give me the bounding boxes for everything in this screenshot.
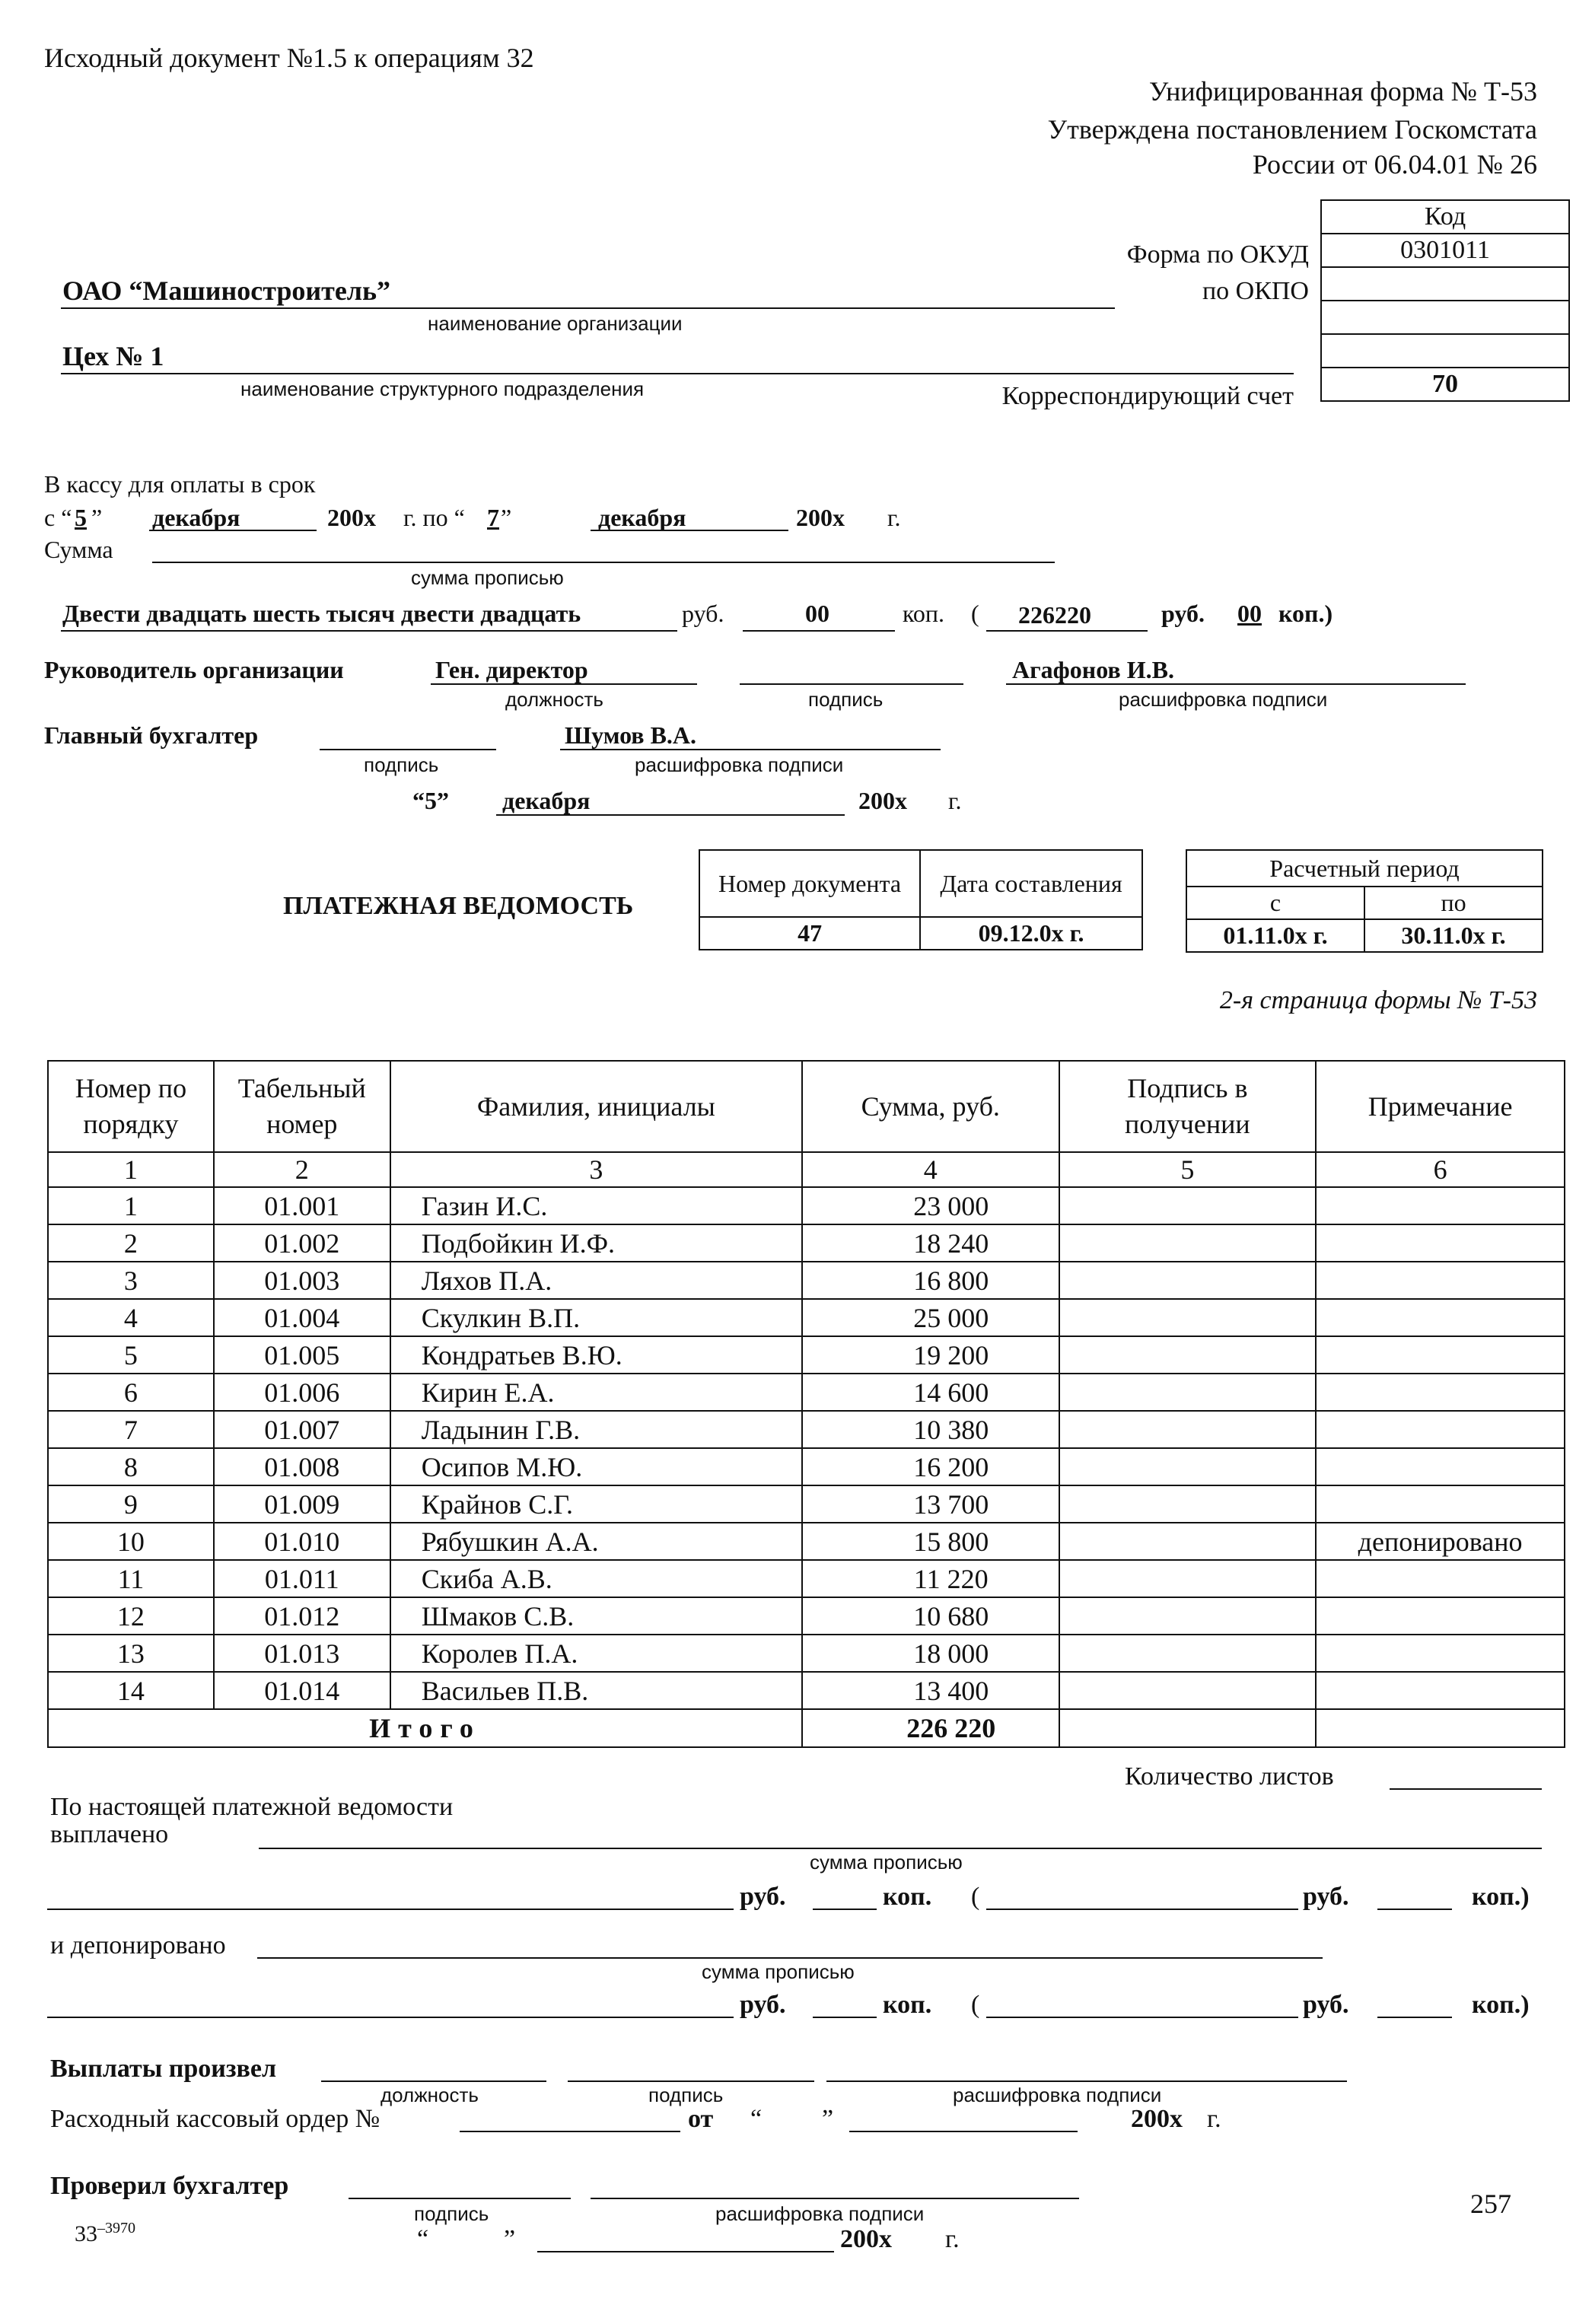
amount-words-line [61,630,677,632]
print-code [75,2221,135,2246]
payments-label: Выплаты произвел [50,2055,277,2083]
cell-signature [1059,1597,1317,1635]
table-row [48,1336,1565,1374]
okpo-extra [1321,301,1569,334]
cell-number: 8 [48,1448,214,1485]
director-position-caption: должность [505,688,603,711]
cell-note [1316,1560,1565,1597]
corr-account-label: Корреспондирующий счет [1001,382,1294,410]
print-code-main: 33 [75,2221,97,2246]
from-month-line [149,530,317,531]
cell-note [1316,1336,1565,1374]
col-number-2: 2 [214,1152,390,1187]
cell-signature [1059,1411,1317,1448]
cell-number: 3 [48,1262,214,1299]
cell-signature [1059,1448,1317,1485]
blank-row [1321,334,1569,368]
from-quote: ” [91,504,103,531]
paid-line2: выплачено [50,1820,169,1848]
table-row [48,1299,1565,1336]
kod-label: Код [1321,200,1569,234]
cell-name: Ладынин Г.В. [390,1411,802,1448]
header-number: Номер по порядку [48,1061,214,1152]
cell-tab-number: 01.014 [214,1672,390,1709]
cell-sum: 23 000 [802,1187,1059,1224]
period-to: 30.11.0х г. [1364,919,1543,952]
corr-account-value: 70 [1321,368,1569,401]
organization-line [61,307,1115,309]
deposited-words-line2 [47,2017,734,2018]
cell-note [1316,1448,1565,1485]
cash-order-number-line [460,2131,680,2132]
amount-paren: ( [971,600,979,627]
cell-note [1316,1485,1565,1523]
total-note [1316,1709,1565,1747]
director-name: Агафонов И.В. [1012,656,1174,683]
cell-signature [1059,1336,1317,1374]
col-number-1: 1 [48,1152,214,1187]
payments-name-caption: расшифровка подписи [953,2084,1162,2106]
accountant-signature-caption: подпись [364,753,439,776]
cell-number: 14 [48,1672,214,1709]
total-signature [1059,1709,1317,1747]
col-number-4: 4 [802,1152,1059,1187]
cell-sum: 16 200 [802,1448,1059,1485]
amount-rub: руб. [682,600,724,627]
table-row [48,1485,1565,1523]
cell-note [1316,1224,1565,1262]
director-position: Ген. директор [435,656,588,683]
accountant-name-caption: расшифровка подписи [635,753,844,776]
paid-rub: руб. [740,1883,786,1911]
doc-info-table [699,849,1143,950]
table-row [48,1448,1565,1485]
director-signature-caption: подпись [808,688,884,711]
cell-signature [1059,1672,1317,1709]
payments-signature-line [568,2080,814,2082]
page-title: ПЛАТЕЖНАЯ ВЕДОМОСТЬ [283,892,634,920]
accountant-signature-line [320,749,496,750]
cell-name: Кирин Е.А. [390,1374,802,1411]
form-header-line3: России от 06.04.01 № 26 [1252,149,1537,180]
checked-signature-caption: подпись [414,2202,489,2225]
deposited-words-caption: сумма прописью [702,1960,855,1983]
paid-words-caption: сумма прописью [810,1851,963,1874]
page-number: 257 [1470,2189,1511,2219]
cell-tab-number: 01.005 [214,1336,390,1374]
doc-number: 47 [699,917,920,950]
amount-kop2-value: 00 [1237,600,1262,627]
column-numbers-row [48,1152,1565,1187]
cell-tab-number: 01.003 [214,1262,390,1299]
page-note: 2-я страница формы № Т-53 [1219,986,1537,1014]
cell-note [1316,1411,1565,1448]
cell-note [1316,1262,1565,1299]
deposited-kop2-line [1377,2017,1452,2018]
cell-name: Ляхов П.А. [390,1262,802,1299]
cash-order-label: Расходный кассовый ордер № [50,2105,380,2133]
checked-date-line [537,2251,834,2252]
organization-caption: наименование организации [428,312,683,335]
deposited-kop: коп. [883,1991,932,2019]
cell-note [1316,1672,1565,1709]
cell-note [1316,1299,1565,1336]
period-table [1186,849,1543,953]
table-row [48,1374,1565,1411]
doc-date: 09.12.0х г. [920,917,1142,950]
payments-position-caption: должность [380,2084,479,2106]
cell-name: Газин И.С. [390,1187,802,1224]
cell-number: 12 [48,1597,214,1635]
amount-digits: 226220 [1018,601,1091,629]
paid-rub2: руб. [1303,1883,1349,1911]
period-to-label: по [1364,887,1543,919]
accountant-date-g: г. [948,787,962,814]
cash-order-quote-open: “ [750,2105,763,2133]
cell-sum: 13 400 [802,1672,1059,1709]
cell-signature [1059,1224,1317,1262]
cell-signature [1059,1560,1317,1597]
cell-tab-number: 01.011 [214,1560,390,1597]
director-name-caption: расшифровка подписи [1119,688,1328,711]
checked-year: 200х [840,2225,892,2253]
cell-signature [1059,1299,1317,1336]
cell-name: Шмаков С.В. [390,1597,802,1635]
checked-name-caption: расшифровка подписи [715,2202,925,2225]
to-year: 200х [796,504,845,531]
cell-number: 1 [48,1187,214,1224]
amount-caption: сумма прописью [411,566,564,589]
paid-words-line2 [47,1909,734,1910]
table-header-row [48,1061,1565,1152]
table-row [48,1224,1565,1262]
cell-note [1316,1187,1565,1224]
cell-sum: 15 800 [802,1523,1059,1560]
period-from-label: с [1186,887,1364,919]
cell-sum: 13 700 [802,1485,1059,1523]
cell-tab-number: 01.009 [214,1485,390,1523]
paid-words-line [259,1848,1542,1849]
col-number-3: 3 [390,1152,802,1187]
deposited-label: и депонировано [50,1931,226,1959]
header-sum: Сумма, руб. [802,1061,1059,1152]
cell-tab-number: 01.006 [214,1374,390,1411]
checked-quote-open: “ [417,2225,429,2253]
cell-note [1316,1597,1565,1635]
sheets-label: Количество листов [1125,1762,1334,1791]
sheets-line [1390,1788,1542,1790]
paid-kop2-line [1377,1909,1452,1910]
cell-name: Скиба А.В. [390,1560,802,1597]
director-position-line [431,683,697,685]
cell-signature [1059,1485,1317,1523]
okud-label: Форма по ОКУД [1126,240,1309,269]
cell-number: 5 [48,1336,214,1374]
deposited-digits-line [986,2017,1298,2018]
accountant-date-line [496,814,845,816]
division-caption: наименование структурного подразделения [240,377,645,400]
paid-kop-close: коп.) [1472,1883,1530,1911]
cell-tab-number: 01.007 [214,1411,390,1448]
director-label: Руководитель организации [44,656,344,683]
cell-sum: 16 800 [802,1262,1059,1299]
doc-number-header: Номер документа [699,850,920,917]
total-value: 226 220 [802,1709,1059,1747]
cell-number: 13 [48,1635,214,1672]
cell-signature [1059,1523,1317,1560]
cell-number: 7 [48,1411,214,1448]
paid-kop-line [813,1909,877,1910]
cell-number: 4 [48,1299,214,1336]
accountant-name-line [560,749,941,750]
accountant-date-day: “5” [412,787,449,814]
amount-kop-value: 00 [805,600,829,627]
checked-label: Проверил бухгалтер [50,2172,289,2200]
cell-number: 2 [48,1224,214,1262]
amount-words: Двести двадцать шесть тысяч двести двадцать [62,600,581,627]
header-note: Примечание [1316,1061,1565,1152]
to-day: 7 [487,504,499,531]
payments-position-line [321,2080,546,2082]
cell-sum: 14 600 [802,1374,1059,1411]
cell-number: 6 [48,1374,214,1411]
cell-tab-number: 01.012 [214,1597,390,1635]
cell-tab-number: 01.010 [214,1523,390,1560]
cell-sum: 10 380 [802,1411,1059,1448]
source-doc-caption: Исходный документ №1.5 к операциям 32 [44,43,534,73]
cash-order-year: 200х [1131,2105,1183,2133]
to-year-g: г. [887,504,901,531]
cell-signature [1059,1262,1317,1299]
to-month: декабря [598,504,686,531]
cell-note: депонировано [1316,1523,1565,1560]
deposited-words-line [257,1957,1323,1959]
table-row [48,1411,1565,1448]
accountant-date-year: 200х [858,787,907,814]
deposited-rub2: руб. [1303,1991,1349,2019]
cash-order-from: от [688,2105,714,2133]
amount-rub2: руб. [1161,600,1205,627]
director-signature-line [740,683,963,685]
to-month-line [591,530,788,531]
paid-digits-line [986,1909,1298,1910]
period-header: Расчетный период [1186,850,1543,887]
deposited-paren: ( [971,1991,980,2019]
cell-tab-number: 01.002 [214,1224,390,1262]
cell-number: 10 [48,1523,214,1560]
cell-tab-number: 01.008 [214,1448,390,1485]
cell-sum: 25 000 [802,1299,1059,1336]
director-name-line [1006,683,1466,685]
cell-sum: 11 220 [802,1560,1059,1597]
col-number-5: 5 [1059,1152,1317,1187]
cell-number: 9 [48,1485,214,1523]
header-tab-number: Табельный номер [214,1061,390,1152]
checked-signature-line [349,2198,571,2199]
amount-kop-line [743,630,895,632]
division-line [61,373,1294,374]
to-quote: ” [501,504,512,531]
print-code-sup: –3970 [97,2220,135,2236]
doc-date-header: Дата составления [920,850,1142,917]
deposited-kop-line [813,2017,877,2018]
cell-sum: 18 240 [802,1224,1059,1262]
table-row [48,1597,1565,1635]
total-row [48,1709,1565,1747]
cell-sum: 19 200 [802,1336,1059,1374]
amount-kop2: коп.) [1278,600,1333,627]
payments-signature-caption: подпись [648,2084,724,2106]
cell-signature [1059,1187,1317,1224]
payments-name-line [826,2080,1347,2082]
table-row [48,1635,1565,1672]
amount-digits-line [986,630,1148,632]
cell-signature [1059,1374,1317,1411]
okud-value: 0301011 [1321,234,1569,267]
table-row [48,1672,1565,1709]
okpo-label: по ОКПО [1202,277,1309,305]
cell-sum: 10 680 [802,1597,1059,1635]
checked-quote-close: ” [504,2225,516,2253]
checked-g: г. [945,2225,960,2253]
total-label: Итого [48,1709,802,1747]
header-signature: Подпись в получении [1059,1061,1317,1152]
header-name: Фамилия, инициалы [390,1061,802,1152]
cell-name: Скулкин В.П. [390,1299,802,1336]
cell-name: Васильев П.В. [390,1672,802,1709]
form-header-line1: Унифицированная форма № Т-53 [1148,76,1537,107]
table-row [48,1262,1565,1299]
cell-number: 11 [48,1560,214,1597]
cell-name: Крайнов С.Г. [390,1485,802,1523]
table-row [48,1523,1565,1560]
checked-name-line [591,2198,1079,2199]
cell-signature [1059,1635,1317,1672]
organization-name: ОАО “Машиностроитель” [62,275,391,306]
from-prefix: с “ [44,504,72,531]
from-year: 200х [327,504,376,531]
cell-note [1316,1635,1565,1672]
cell-sum: 18 000 [802,1635,1059,1672]
cell-name: Осипов М.Ю. [390,1448,802,1485]
amount-line [152,562,1055,563]
payroll-table [47,1060,1565,1748]
deposited-kop-close: коп.) [1472,1991,1530,2019]
accountant-date-month: декабря [502,787,591,814]
year-suffix: г. по “ [403,504,465,531]
accountant-label: Главный бухгалтер [44,721,259,749]
form-header-line2: Утверждена постановлением Госкомстата [1047,114,1537,145]
amount-kop: коп. [903,600,945,627]
from-day: 5 [75,504,87,531]
cell-name: Кондратьев В.Ю. [390,1336,802,1374]
cash-order-quote-close: ” [822,2105,834,2133]
paid-kop: коп. [883,1883,932,1911]
payment-term-intro: В кассу для оплаты в срок [44,470,316,498]
cell-name: Подбойкин И.Ф. [390,1224,802,1262]
cell-note [1316,1374,1565,1411]
paid-line1: По настоящей платежной ведомости [50,1793,454,1821]
amount-label: Сумма [44,536,113,563]
period-from: 01.11.0х г. [1186,919,1364,952]
from-month: декабря [152,504,240,531]
table-row [48,1560,1565,1597]
cell-tab-number: 01.001 [214,1187,390,1224]
cash-order-g: г. [1207,2105,1221,2133]
cash-order-date-line [849,2131,1078,2132]
codes-box [1320,199,1570,402]
cell-tab-number: 01.013 [214,1635,390,1672]
cell-name: Рябушкин А.А. [390,1523,802,1560]
table-row [48,1187,1565,1224]
col-number-6: 6 [1316,1152,1565,1187]
cell-tab-number: 01.004 [214,1299,390,1336]
deposited-rub: руб. [740,1991,786,2019]
accountant-name: Шумов В.А. [565,721,697,749]
paid-paren: ( [971,1883,980,1911]
division-name: Цех № 1 [62,341,164,371]
okpo-value [1321,267,1569,301]
cell-name: Королев П.А. [390,1635,802,1672]
